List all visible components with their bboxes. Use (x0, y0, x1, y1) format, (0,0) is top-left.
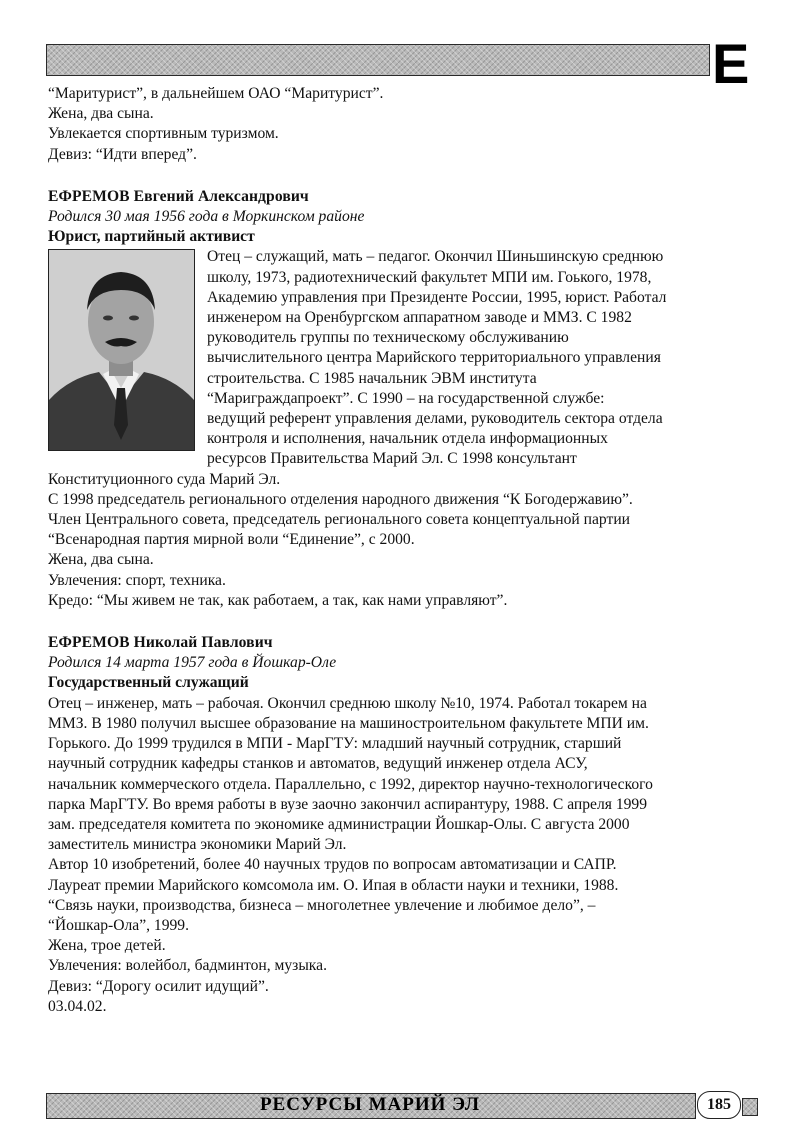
text-line: заместитель министра экономики Марий Эл. (48, 836, 347, 854)
text-line: инженером на Оренбургском аппаратном заводе и ММЗ. С 1982 (207, 309, 632, 327)
entry-role: Юрист, партийный активист (48, 228, 255, 246)
text-line: контроля и исполнения, начальник отдела информационных (207, 430, 608, 448)
text-line: строительства. С 1985 начальник ЭВМ института (207, 369, 537, 387)
entry-efremov-evgeniy (48, 187, 754, 611)
text-line: “Маритурист”, в дальнейшем ОАО “Маритурист”. (48, 85, 384, 102)
text-line: Отец – служащий, мать – педагог. Окончил Шиньшинскую среднюю (207, 248, 664, 266)
text-line: Конституционного суда Марий Эл. (48, 470, 281, 488)
text-line: Автор 10 изобретений, более 40 научных трудов по вопросам автоматизации и САПР. (48, 856, 617, 874)
text-line: Отец – инженер, мать – рабочая. Окончил среднюю школу №10, 1974. Работал токарем на (48, 694, 647, 712)
text-line: Девиз: “Идти вперед”. (48, 145, 197, 163)
text-line: Увлечения: спорт, техника. (48, 571, 226, 589)
text-line: Увлекается спортивным туризмом. (48, 125, 279, 143)
entry-name: ЕФРЕМОВ Николай Павлович (48, 634, 273, 652)
text-line: “Связь науки, производства, бизнеса – многолетнее увлечение и любимое дело”, – (48, 896, 596, 914)
text-line: начальник коммерческого отдела. Параллельно, с 1992, директор научно-технологического (48, 775, 653, 793)
text-line: научный сотрудник кафедры станков и автоматов, ведущий инженер отдела АСУ, (48, 755, 588, 773)
text-line: ресурсов Правительства Марий Эл. С 1998 консультант (207, 450, 577, 468)
footer-band-end (742, 1098, 758, 1116)
intro-block (48, 84, 754, 165)
portrait-illustration (49, 250, 194, 450)
text-line: школу, 1973, радиотехнический факультет МПИ им. Гоького, 1978, (207, 268, 652, 286)
text-line: 03.04.02. (48, 997, 107, 1015)
text-line: Девиз: “Дорогу осилит идущий”. (48, 977, 269, 995)
entry-role: Государственный служащий (48, 674, 249, 692)
text-line: вычислительного центра Марийского территориального управления (207, 349, 661, 367)
entry-efremov-nikolay (48, 633, 754, 1017)
text-line: Горького. До 1999 трудился в МПИ - МарГТУ: младший научный сотрудник, старший (48, 735, 622, 753)
photo-row (48, 247, 754, 469)
text-line: ММЗ. В 1980 получил высшее образование на машиностроительном факультете МПИ им. (48, 714, 649, 732)
text-line: “Мариграждапроект”. С 1990 – на государственной службе: (207, 389, 605, 407)
entry-name: ЕФРЕМОВ Евгений Александрович (48, 187, 309, 205)
text-line: ведущий референт управления делами, руководитель сектора отдела (207, 410, 663, 428)
text-line: Жена, трое детей. (48, 937, 166, 955)
text-line: Член Центрального совета, председатель регионального совета концептуальной партии (48, 511, 631, 529)
page-content (48, 84, 754, 1017)
bio-beside-photo (207, 247, 754, 469)
text-line: Кредо: “Мы живем не так, как работаем, а так, как нами управляют”. (48, 591, 508, 609)
text-line: Лауреат премии Марийского комсомола им. О. Ипая в области науки и техники, 1988. (48, 876, 619, 894)
text-line: С 1998 председатель регионального отделения народного движения “К Богодержавию”. (48, 490, 633, 508)
section-letter: Е (712, 32, 750, 95)
header-decorative-band (46, 44, 710, 76)
bio-after-photo (48, 470, 754, 611)
text-line: “Всенародная партия мирной воли “Единение”, с 2000. (48, 531, 415, 549)
text-line: Жена, два сына. (48, 105, 154, 123)
text-line: зам. председателя комитета по экономике администрации Йошкар-Олы. С августа 2000 (48, 815, 630, 833)
text-line: Жена, два сына. (48, 551, 154, 569)
text-line: руководитель группы по техническому обслуживанию (207, 329, 569, 347)
text-line: Академию управления при Президенте России, 1995, юрист. Работал (207, 288, 667, 306)
text-line: “Йошкар-Ола”, 1999. (48, 916, 190, 934)
entry-birth: Родился 14 марта 1957 года в Йошкар-Оле (48, 654, 337, 672)
text-line: Увлечения: волейбол, бадминтон, музыка. (48, 957, 327, 975)
footer-title: РЕСУРСЫ МАРИЙ ЭЛ (259, 1094, 481, 1115)
portrait-photo (48, 249, 195, 451)
entry-birth: Родился 30 мая 1956 года в Моркинском районе (48, 208, 365, 226)
page-number: 185 (697, 1091, 741, 1119)
text-line: парка МарГТУ. Во время работы в вузе заочно закончил аспирантуру, 1988. С апреля 1999 (48, 795, 648, 813)
